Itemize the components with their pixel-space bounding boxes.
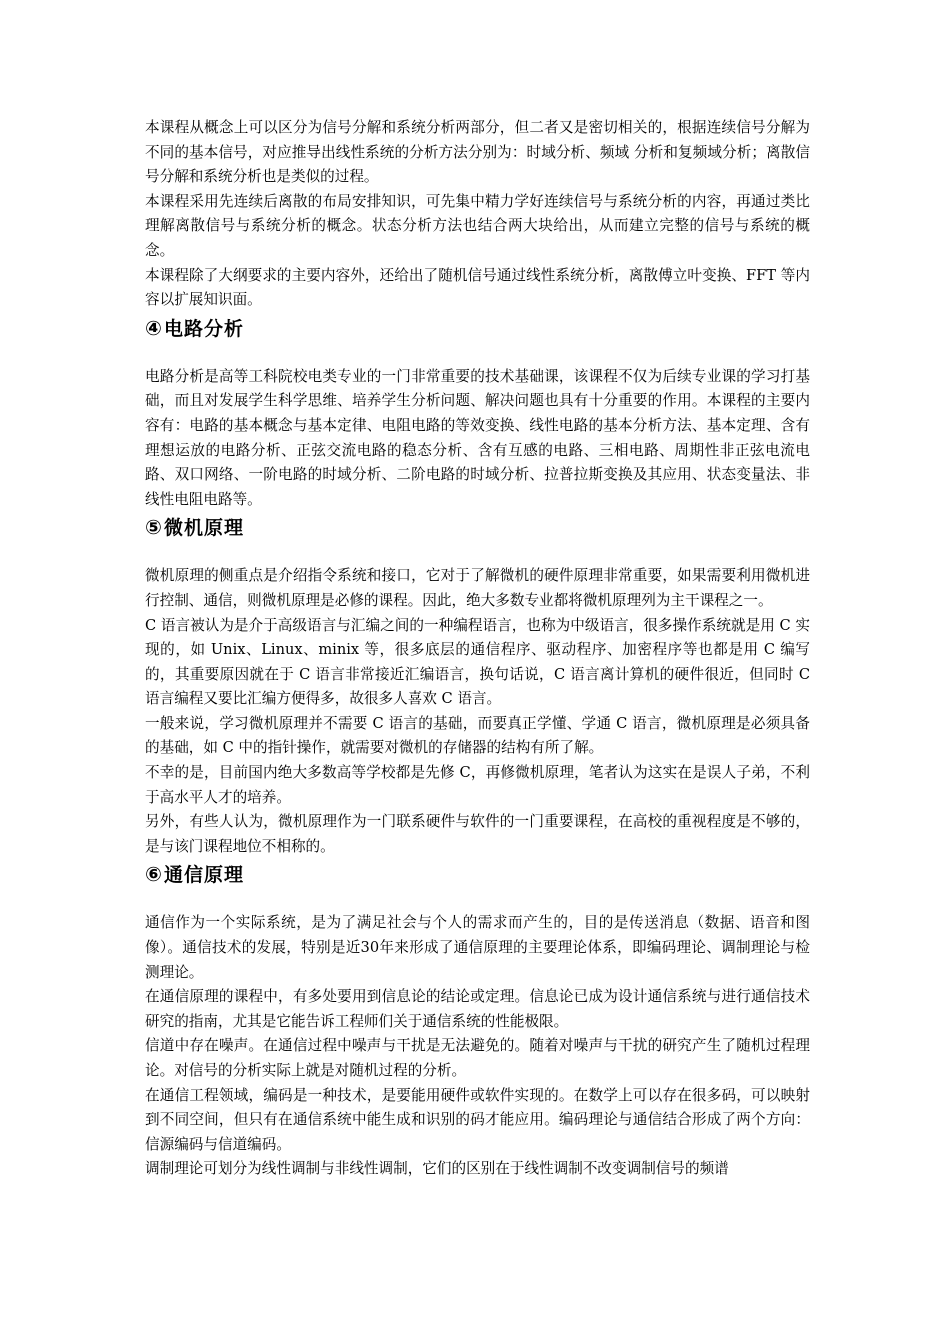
section-title: 电路分析 xyxy=(163,317,244,340)
section-number: ⑤ xyxy=(145,515,163,540)
section-paragraph: C 语言被认为是介于高级语言与汇编之间的一种编程语言，也称为中级语言，很多操作系统就是用 C 实现的，如 Unix、Linux、minix 等，很多底层的通信程序、驱动程序、加密程序等也都是用 C 编写的，其重要原因就在于 C 语言非常接近汇编语言，换句话说，C 语言离计算机的硬件很近，但同时 C 语言编程又要比汇编方便得多，故很多人喜欢 C 语言。 xyxy=(145,616,810,708)
section-paragraph: 一般来说，学习微机原理并不需要 C 语言的基础，而要真正学懂、学通 C 语言，微机原理是必须具备的基础，如 C 中的指针操作，就需要对微机的存储器的结构有所了解。 xyxy=(145,714,810,757)
intro-paragraph: 本课程除了大纲要求的主要内容外，还给出了随机信号通过线性系统分析，离散傅立叶变换、FFT 等内容以扩展知识面。 xyxy=(145,266,810,309)
section-paragraph: 微机原理的侧重点是介绍指令系统和接口，它对于了解微机的硬件原理非常重要，如果需要利用微机进行控制、通信，则微机原理是必修的课程。因此，绝大多数专业都将微机原理列为主干课程之一。 xyxy=(145,567,810,609)
section-heading-microcomputer-principles xyxy=(145,513,810,542)
section-number: ④ xyxy=(145,315,163,340)
section-heading-circuit-analysis xyxy=(145,314,810,343)
section-paragraph: 调制理论可划分为线性调制与非线性调制，它们的区别在于线性调制不改变调制信号的频谱 xyxy=(145,1160,729,1178)
section-paragraph: 不幸的是，目前国内绝大多数高等学校都是先修 C，再修微机原理，笔者认为这实在是误人子弟，不利于高水平人才的培养。 xyxy=(145,764,810,806)
section-paragraph: 在通信原理的课程中，有多处要用到信息论的结论或定理。信息论已成为设计通信系统与进行通信技术研究的指南，尤其是它能告诉工程师们关于通信系统的性能极限。 xyxy=(145,988,810,1030)
section-number: ⑥ xyxy=(145,862,163,887)
section-paragraph: 信道中存在噪声。在通信过程中噪声与干扰是无法避免的。随着对噪声与干扰的研究产生了随机过程理论。对信号的分析实际上就是对随机过程的分析。 xyxy=(145,1037,810,1079)
document-body xyxy=(145,116,810,1182)
section-heading-communication-principles xyxy=(145,860,810,889)
section-paragraph: 电路分析是高等工科院校电类专业的一门非常重要的技术基础课，该课程不仅为后续专业课的学习打基础，而且对发展学生科学思维、培养学生分析问题、解决问题也具有十分重要的作用。本课程的主要内容有：电路的基本概念与基本定律、电阻电路的等效变换、线性电路的基本分析方法、基本定理、含有理想运放的电路分析、正弦交流电路的稳态分析、含有互感的电路、三相电路、周期性非正弦电流电路、双口网络、一阶电路的时域分析、二阶电路的时域分析、拉普拉斯变换及其应用、状态变量法、非线性电阻电路等。 xyxy=(145,367,810,508)
section-title: 微机原理 xyxy=(163,517,244,540)
section-paragraph: 在通信工程领域，编码是一种技术，是要能用硬件或软件实现的。在数学上可以存在很多码，可以映射到不同空间，但只有在通信系统中能生成和识别的码才能应用。编码理论与通信结合形成了两个方向：信源编码与信道编码。 xyxy=(145,1086,810,1153)
intro-paragraph: 本课程采用先连续后离散的布局安排知识，可先集中精力学好连续信号与系统分析的内容，再通过类比理解离散信号与系统分析的概念。状态分析方法也结合两大块给出，从而建立完整的信号与系统的概念。 xyxy=(145,192,810,259)
intro-paragraph: 本课程从概念上可以区分为信号分解和系统分析两部分，但二者又是密切相关的，根据连续信号分解为不同的基本信号，对应推导出线性系统的分析方法分别为：时域分析、频域 分析和复频域分析；离散信号分解和系统分析也是类似的过程。 xyxy=(145,119,810,186)
section-title: 通信原理 xyxy=(163,864,244,887)
section-paragraph: 另外，有些人认为，微机原理作为一门联系硬件与软件的一门重要课程，在高校的重视程度是不够的，是与该门课程地位不相称的。 xyxy=(145,813,810,855)
section-paragraph: 通信作为一个实际系统，是为了满足社会与个人的需求而产生的，目的是传送消息（数据、语音和图像）。通信技术的发展，特别是近30年来形成了通信原理的主要理论体系，即编码理论、调制理论与检测理论。 xyxy=(145,914,810,981)
